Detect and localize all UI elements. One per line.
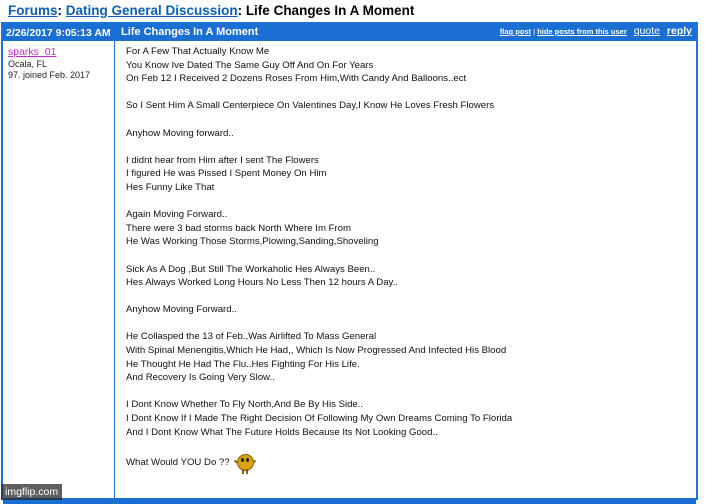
post-line-text: Anyhow Moving Forward.. xyxy=(126,304,237,316)
breadcrumb-separator: : xyxy=(237,3,246,18)
watermark: imgflip.com xyxy=(1,484,62,500)
post-line-text: On Feb 12 I Received 2 Dozens Roses From Him,With Candy And Balloons..ect xyxy=(126,73,467,85)
post-line xyxy=(126,72,691,86)
post-line xyxy=(126,303,691,317)
post-line xyxy=(126,222,691,236)
post-line xyxy=(126,167,691,181)
post-actions xyxy=(500,25,692,37)
post-line-text: Hes Funny Like That xyxy=(126,181,215,193)
post-line xyxy=(126,154,691,168)
post-line-text: Sick As A Dog ,But Still The Workaholic Hes Always Been.. xyxy=(126,263,376,275)
paragraph-gap xyxy=(126,140,691,154)
post-header xyxy=(3,24,696,41)
post-line-text: And Recovery Is Going Very Slow.. xyxy=(126,372,275,384)
post-line-text: He Was Working Those Storms,Plowing,Sanding,Shoveling xyxy=(126,236,379,248)
post-line xyxy=(126,263,691,277)
post-line-text: So I Sent Him A Small Centerpiece On Valentines Day,I Know He Loves Fresh Flowers xyxy=(126,100,495,112)
next-post-header xyxy=(3,498,696,504)
post-line xyxy=(126,453,691,467)
post-line-text: He Thought He Had The Flu..Hes Fighting For His Life. xyxy=(126,358,360,370)
post-line-text: With Spinal Menengitis,Which He Had,, Which Is Now Progressed And Infected His Blood xyxy=(126,345,507,357)
post-line xyxy=(126,235,691,249)
post-line-text: I Dont Know Whether To Fly North,And Be By His Side.. xyxy=(126,399,364,411)
paragraph-gap xyxy=(126,249,691,263)
user-details: 97. joined Feb. 2017 xyxy=(8,70,91,80)
post-line xyxy=(126,59,691,73)
paragraph-gap xyxy=(126,317,691,331)
post-line-text: And I Dont Know What The Future Holds Because Its Not Looking Good.. xyxy=(126,426,438,438)
post-line-text: Anyhow Moving forward.. xyxy=(126,127,234,139)
breadcrumb-separator: : xyxy=(57,3,66,18)
post-line xyxy=(126,398,691,412)
hide-posts-link[interactable]: hide posts from this user xyxy=(537,27,627,36)
breadcrumb xyxy=(8,3,414,18)
post-line-text: Again Moving Forward.. xyxy=(126,209,228,221)
breadcrumb-section-link[interactable]: Dating General Discussion xyxy=(65,3,238,18)
shrug-smiley-icon xyxy=(234,453,256,475)
post-line xyxy=(126,45,691,59)
user-location: Ocala, FL xyxy=(8,58,48,69)
post-line xyxy=(126,358,691,372)
paragraph-gap xyxy=(126,195,691,209)
post-line xyxy=(126,276,691,290)
thread-title: Life Changes In A Moment xyxy=(245,3,415,18)
post-line xyxy=(126,371,691,385)
post-line-text: Hes Always Worked Long Hours No Less Then 12 hours A Day.. xyxy=(126,277,398,289)
post-date: 2/26/2017 9:05:13 AM xyxy=(6,27,111,39)
post-container xyxy=(1,22,698,500)
paragraph-gap xyxy=(126,439,691,453)
paragraph-gap xyxy=(126,290,691,304)
column-divider xyxy=(114,41,115,498)
post-line xyxy=(126,181,691,195)
reply-link[interactable]: reply xyxy=(666,25,692,37)
post-line-text: I Dont Know If I Made The Right Decision Of Following My Own Dreams Coming To Florida xyxy=(126,413,513,425)
action-separator: | xyxy=(531,27,538,36)
paragraph-gap xyxy=(126,113,691,127)
username-link[interactable]: sparks_01 xyxy=(8,46,57,58)
user-info xyxy=(8,47,90,82)
post-line xyxy=(126,412,691,426)
post-line xyxy=(126,127,691,141)
breadcrumb-forums-link[interactable]: Forums xyxy=(8,3,58,18)
post-body xyxy=(126,45,691,466)
post-title: Life Changes In A Moment xyxy=(121,26,259,38)
paragraph-gap xyxy=(126,385,691,399)
post-line-text: I didnt hear from Him after I sent The Flowers xyxy=(126,154,319,166)
post-line xyxy=(126,99,691,113)
post-line-text: For A Few That Actually Know Me xyxy=(126,46,270,57)
quote-link[interactable]: quote xyxy=(633,25,660,37)
post-line-text: You Know Ive Dated The Same Guy Off And On For Years xyxy=(126,59,374,71)
post-line xyxy=(126,330,691,344)
flag-post-link[interactable]: flag post xyxy=(499,27,532,36)
post-line xyxy=(126,208,691,222)
post-line-text: He Collasped the 13 of Feb.,Was Airlifted To Mass General xyxy=(126,331,377,343)
post-line-text: What Would YOU Do ?? xyxy=(126,456,230,468)
post-line xyxy=(126,344,691,358)
post-line-text: I figured He was Pissed I Spent Money On Him xyxy=(126,168,327,180)
paragraph-gap xyxy=(126,86,691,100)
post-line xyxy=(126,426,691,440)
post-line-text: There were 3 bad storms back North Where Im From xyxy=(126,222,351,234)
